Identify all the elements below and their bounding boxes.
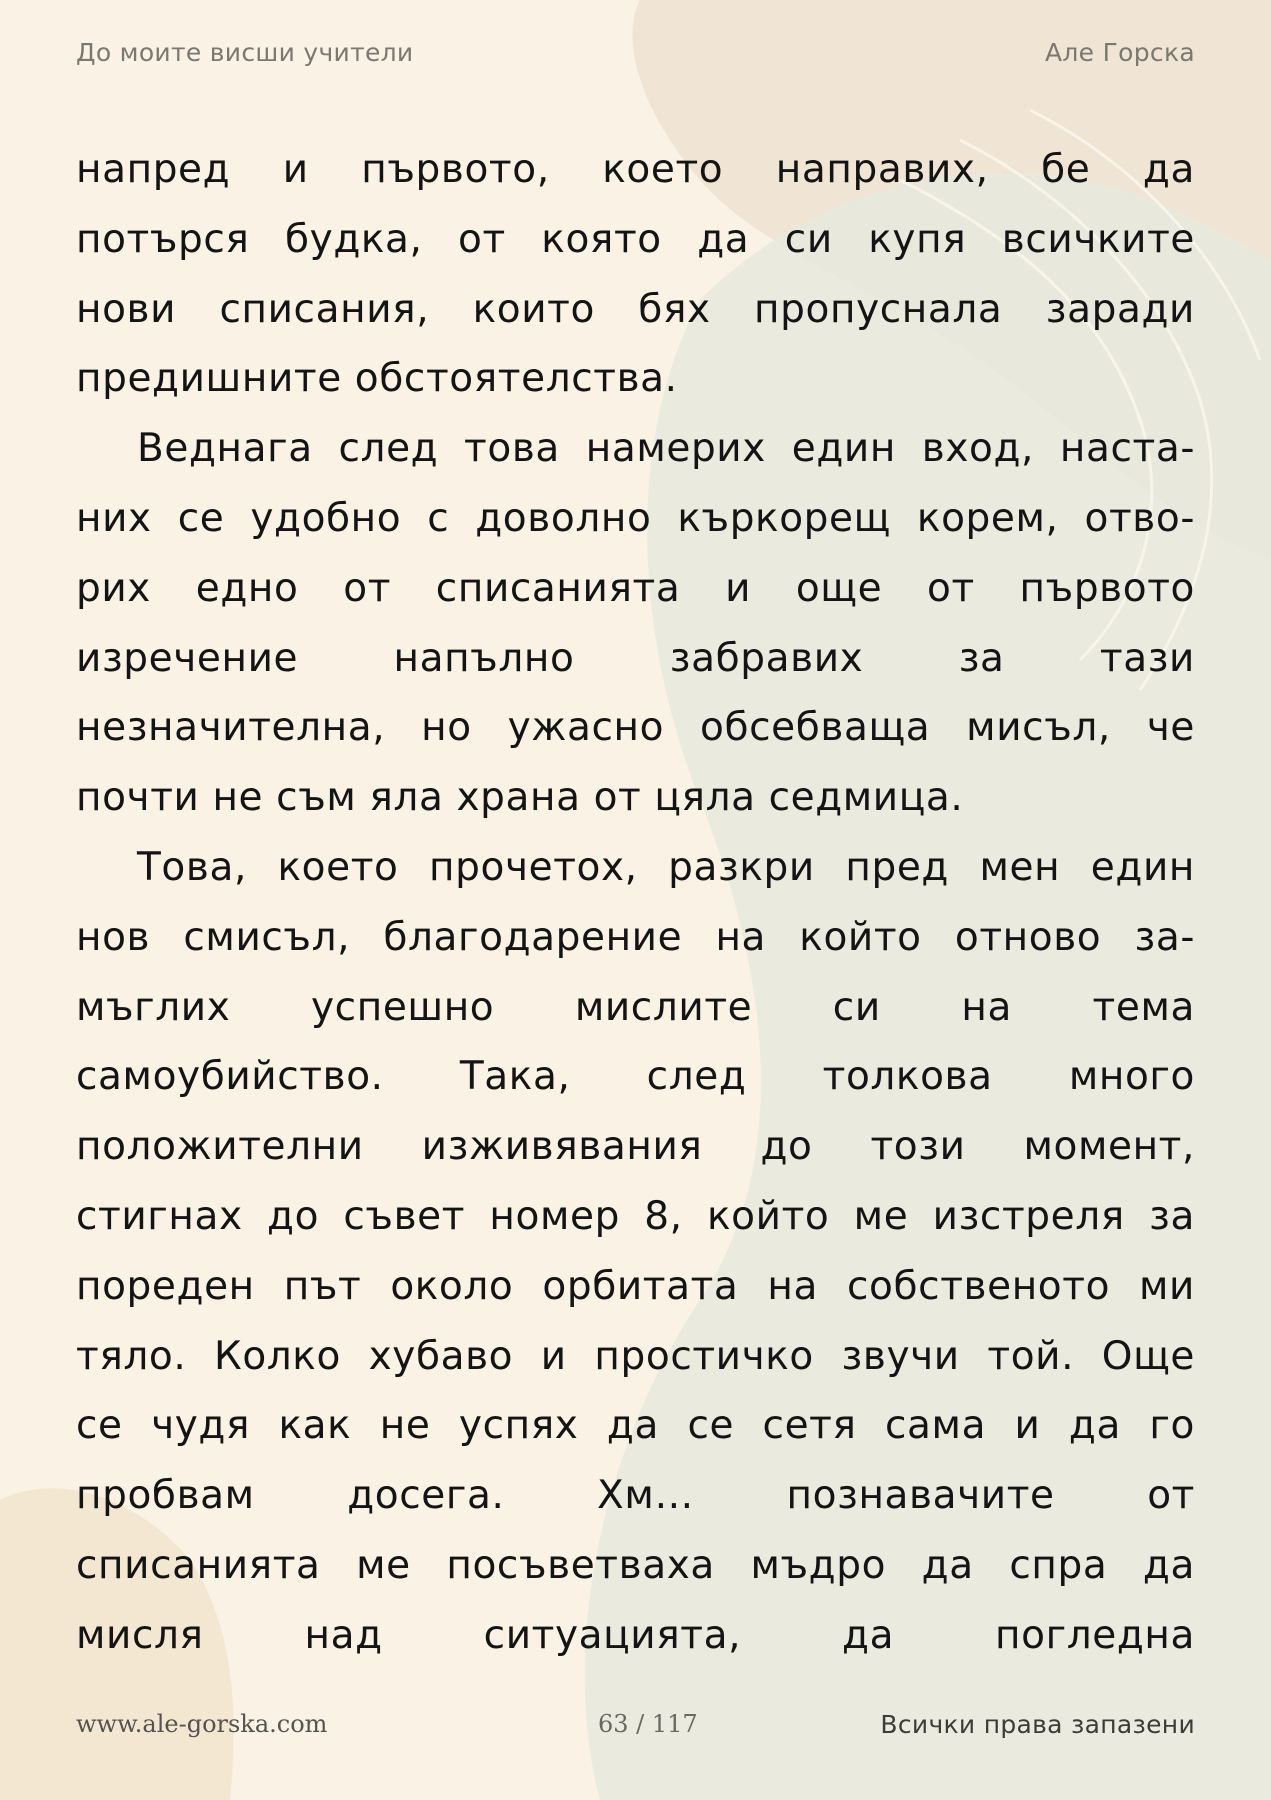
- author-name: Але Горска: [1045, 37, 1195, 67]
- text-line: потърся будка, от която да си купя всичките: [76, 216, 1195, 262]
- text-line: мъглих успешно мислите си на тема: [76, 984, 1195, 1030]
- text-line: пореден път около орбитата на собственото ми: [76, 1263, 1195, 1309]
- text-line: стигнах до съвет номер 8, който ме изстреля за: [76, 1193, 1195, 1239]
- text-line: Това, което прочетох, разкри пред мен един: [137, 844, 1195, 890]
- paragraph: [76, 135, 1195, 414]
- text-line: нов смисъл, благодарение на който отново за-: [76, 914, 1195, 960]
- paragraph: [76, 833, 1195, 1671]
- text-line: нови списания, които бях пропуснала заради: [76, 286, 1195, 332]
- text-line: почти не съм яла храна от цяла седмица.: [76, 775, 964, 821]
- text-line: се чудя как не успях да се сетя сама и да го: [76, 1403, 1195, 1449]
- text-line: изречение напълно забравих за тази: [76, 635, 1195, 681]
- text-line: предишните обстоятелства.: [76, 356, 678, 402]
- text-line: незначителна, но ужасно обсебваща мисъл, че: [76, 705, 1195, 751]
- page-footer: [76, 1710, 1195, 1750]
- text-line: них се удобно с доволно къркорещ корем, отво-: [76, 495, 1195, 541]
- copyright-notice: Всички права запазени: [880, 1710, 1195, 1739]
- text-line: пробвам досега. Хм… познавачите от: [76, 1473, 1195, 1519]
- text-line: списанията ме посъветваха мъдро да спра да: [76, 1542, 1195, 1588]
- paragraph: [76, 414, 1195, 833]
- text-line: напред и първото, което направих, бе да: [76, 147, 1195, 192]
- text-line: мисля над ситуацията, да погледна: [76, 1612, 1195, 1658]
- page-header: [76, 34, 1195, 70]
- text-line: Веднага след това намерих един вход, наста-: [137, 426, 1195, 472]
- website-link[interactable]: www.ale-gorska.com: [76, 1710, 328, 1738]
- text-line: рих едно от списанията и още от първото: [76, 565, 1195, 611]
- text-line: тяло. Колко хубаво и простичко звучи той. Още: [76, 1333, 1195, 1379]
- text-line: самоубийство. Така, след толкова много: [76, 1054, 1195, 1100]
- text-line: положителни изживявания до този момент,: [76, 1124, 1195, 1170]
- page-number: 63 / 117: [598, 1710, 698, 1738]
- body-text: [76, 135, 1195, 1671]
- book-title: До моите висши учители: [76, 37, 414, 67]
